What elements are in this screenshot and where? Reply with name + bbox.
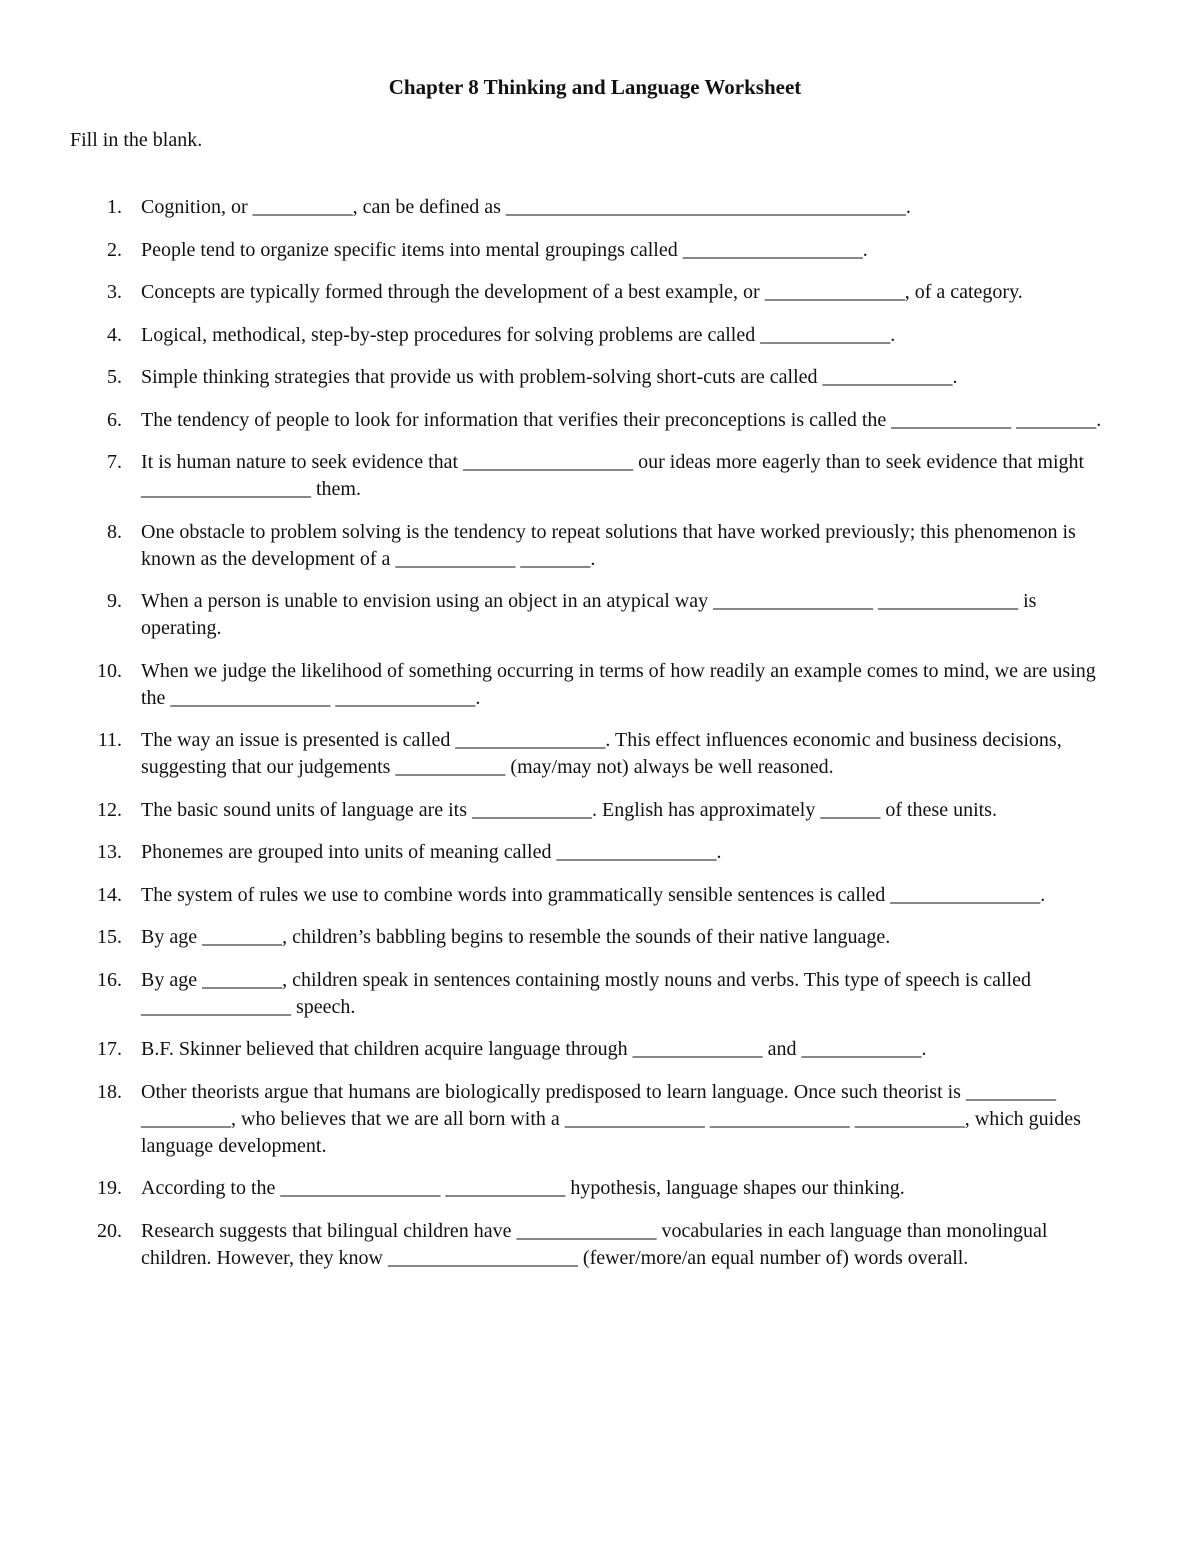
question-number: 14.	[97, 883, 122, 906]
instruction-text: Fill in the blank.	[70, 129, 203, 151]
question-text: Research suggests that bilingual children have ______________ vocabularies in each language than monolingual children. However, they know ___________________ (fewer/more/an equal number of) words overall.	[141, 1219, 1048, 1269]
question-text: The basic sound units of language are its ____________. English has approximately ______ of these units.	[141, 798, 997, 821]
question-number: 9.	[107, 590, 122, 612]
question-number: 6.	[107, 408, 122, 431]
question-item-1	[70, 194, 1120, 221]
question-text: Phonemes are grouped into units of meaning called ________________.	[141, 841, 722, 863]
question-number: 5.	[107, 366, 122, 388]
question-text: According to the ________________ ____________ hypothesis, language shapes our thinking.	[141, 1177, 905, 1199]
question-item-13	[70, 839, 1120, 866]
question-number: 18.	[97, 1080, 122, 1103]
question-number: 19.	[97, 1177, 122, 1199]
question-number: 7.	[107, 451, 122, 473]
question-item-3	[70, 279, 1120, 306]
question-number: 4.	[107, 323, 122, 346]
question-text: People tend to organize specific items into mental groupings called __________________.	[141, 238, 868, 261]
question-text: By age ________, children’s babbling begins to resemble the sounds of their native language.	[141, 926, 891, 948]
question-number: 17.	[97, 1038, 122, 1060]
question-number: 20.	[97, 1219, 122, 1242]
question-text: The system of rules we use to combine words into grammatically sensible sentences is called _______________.	[141, 883, 1046, 906]
question-text: Logical, methodical, step-by-step procedures for solving problems are called _____________.	[141, 323, 896, 346]
question-text: When we judge the likelihood of something occurring in terms of how readily an example comes to mind, we are using the ________________ ______________.	[141, 659, 1096, 709]
question-text: Cognition, or __________, can be defined as ________________________________________.	[141, 196, 911, 218]
question-number: 1.	[107, 196, 122, 218]
question-text: The way an issue is presented is called _______________. This effect influences economic and business decisions, suggesting that our judgements ___________ (may/may not) always be well reasoned.	[141, 729, 1062, 778]
question-item-10	[70, 658, 1120, 712]
question-list	[70, 194, 1120, 1272]
question-item-16	[70, 967, 1120, 1021]
question-number: 13.	[97, 841, 122, 863]
question-item-11	[70, 727, 1120, 781]
question-text: Simple thinking strategies that provide us with problem-solving short-cuts are called _____________.	[141, 366, 958, 388]
question-item-19	[70, 1175, 1120, 1202]
question-item-12	[70, 797, 1120, 824]
question-item-18	[70, 1079, 1120, 1160]
question-text: By age ________, children speak in sentences containing mostly nouns and verbs. This type of speech is called _______________ speech.	[141, 968, 1031, 1018]
worksheet-title: Chapter 8 Thinking and Language Worksheet	[388, 75, 802, 99]
question-text: It is human nature to seek evidence that _________________ our ideas more eagerly than to seek evidence that might _________________ them.	[141, 451, 1085, 500]
question-item-9	[70, 588, 1120, 642]
question-item-14	[70, 882, 1120, 909]
question-item-8	[70, 519, 1120, 573]
question-item-5	[70, 364, 1120, 391]
question-text: Concepts are typically formed through the development of a best example, or ______________, of a category.	[141, 281, 1023, 303]
question-number: 16.	[97, 968, 122, 991]
question-number: 3.	[107, 281, 122, 303]
question-number: 11.	[97, 729, 122, 751]
question-item-2	[70, 237, 1120, 264]
question-number: 12.	[97, 798, 122, 821]
question-text: Other theorists argue that humans are biologically predisposed to learn language. Once such theorist is _________ _________, who believes that we are all born with a ______________ ______________ ___________, which guides language development.	[141, 1080, 1081, 1157]
question-item-4	[70, 322, 1120, 349]
question-number: 2.	[107, 238, 122, 261]
question-item-15	[70, 924, 1120, 951]
question-text: When a person is unable to envision using an object in an atypical way ________________ ______________ is operating.	[141, 590, 1037, 639]
question-number: 10.	[97, 659, 122, 682]
question-number: 15.	[97, 926, 122, 948]
question-text: B.F. Skinner believed that children acquire language through _____________ and ____________.	[141, 1038, 927, 1060]
question-item-7	[70, 449, 1120, 503]
question-item-17	[70, 1036, 1120, 1063]
question-number: 8.	[107, 520, 122, 543]
question-text: The tendency of people to look for information that verifies their preconceptions is called the ____________ ________.	[141, 408, 1102, 431]
question-text: One obstacle to problem solving is the tendency to repeat solutions that have worked previously; this phenomenon is known as the development of a ____________ _______.	[141, 520, 1076, 570]
question-item-6	[70, 407, 1120, 434]
question-item-20	[70, 1218, 1120, 1272]
